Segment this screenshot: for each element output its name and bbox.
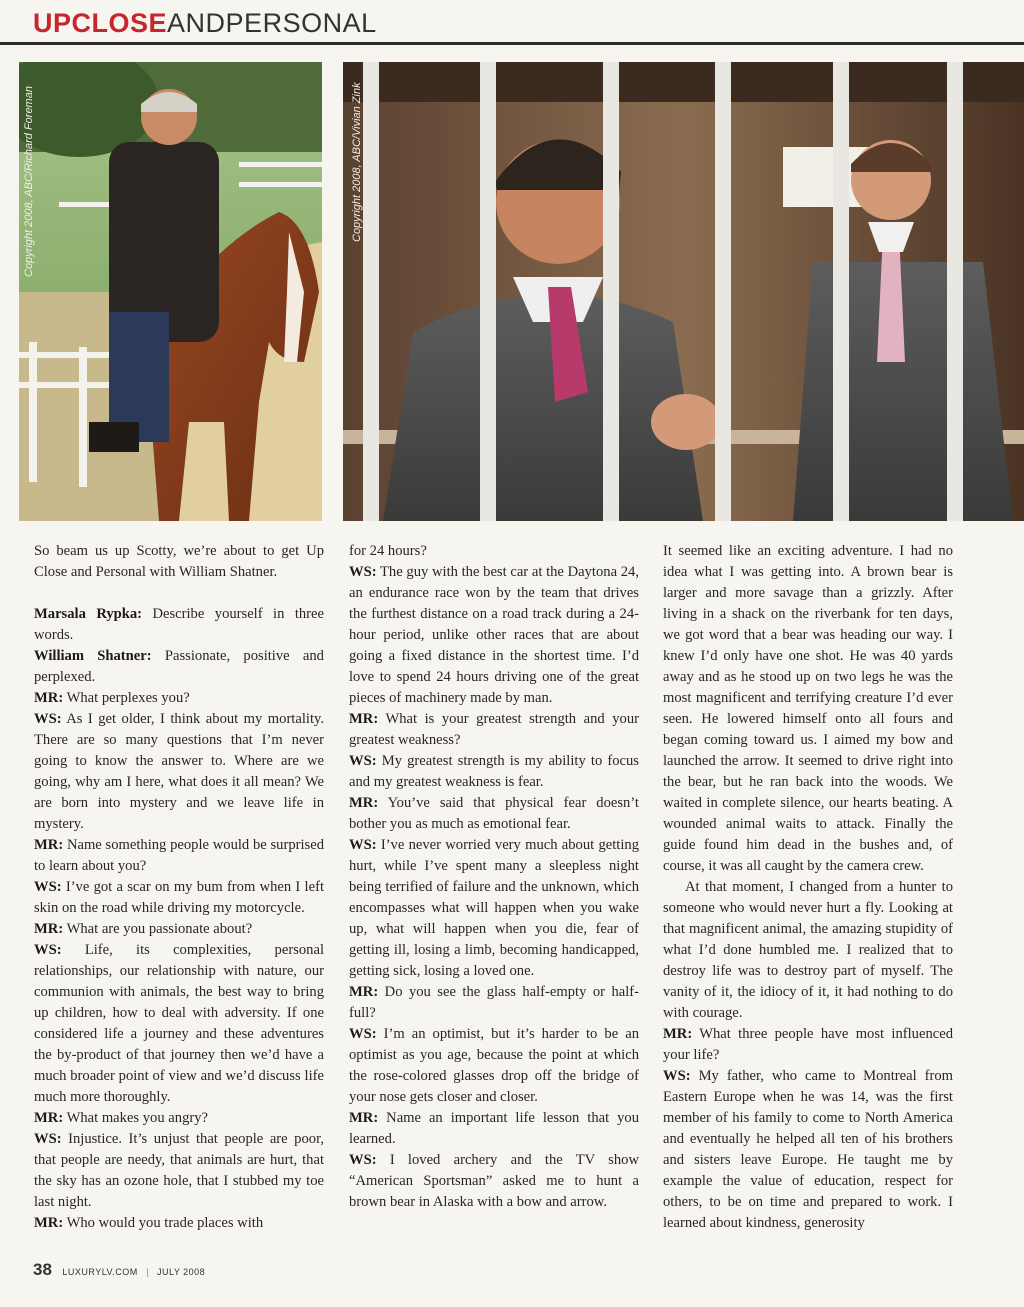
qa-paragraph [349,1108,639,1150]
speaker-label: WS: [34,711,62,727]
qa-paragraph [34,604,324,646]
paragraph-text: What are you passionate about? [63,921,253,937]
paragraph-text: My father, who came to Montreal from Eastern Europe when he was 14, was the first member of his family to come to North America and eventually he helped all ten of his brothers and sisters leave Europe. He taught me by example the value of education, respect for others, to be on time and prepared to work. I learned about kindness, generosity [663,1068,953,1231]
paragraph-text: Describe yourself in three words. [34,606,324,643]
speaker-label: MR: [34,921,64,937]
footer-date: JULY 2008 [156,1267,206,1277]
speaker-label: MR: [34,1215,64,1231]
speaker-label: MR: [349,711,379,727]
speaker-label: WS: [34,942,62,958]
speaker-label: WS: [349,1026,377,1042]
qa-paragraph [349,793,639,835]
paragraph-text: Injustice. It’s unjust that people are poor, that people are needy, that animals are hurt, that the sky has an ozone hole, that I stubbed my toe last night. [34,1131,324,1210]
speaker-label: Marsala Rypka: [34,606,143,622]
paragraph-text: What three people have most influenced your life? [663,1026,953,1063]
footer-site: LUXURYLV.COM [62,1267,138,1277]
speaker-label: WS: [349,753,377,769]
qa-paragraph [349,709,639,751]
footer-separator: | [146,1267,149,1277]
photo-credit-right: Copyright 2008, ABC/Vivian Zink [351,82,363,242]
speaker-label: WS: [663,1068,691,1084]
header-upclose: UPCLOSE [33,8,168,38]
qa-paragraph [34,919,324,940]
speaker-label: MR: [349,795,379,811]
speaker-label: WS: [34,879,62,895]
qa-paragraph [349,982,639,1024]
qa-paragraph [34,1213,324,1234]
paragraph-text: It seemed like an exciting adventure. I had no idea what I was getting into. A brown bear is larger and more savage than a grizzly. After living in a shack on the riverbank for ten days, we got word that a bear was heading our way. I knew I’d only have one shot. He was 40 yards away and as he stood up on two legs he was the most magnificent and terrifying creature I’d ever seen. He lowered himself onto all fours and began coming toward us. I aimed my bow and launched the arrow. It seemed to drive right into the bear, but he ran back into the woods. We waited in complete silence, our hearts beating. A wounded animal waits to attack. Finally the guide found him dead in the bushes and, of course, it was all caught by the camera crew. [663,543,953,874]
speaker-label: MR: [34,837,64,853]
paragraph-text: I’ve got a scar on my bum from when I left skin on the road while driving my motorcycle. [34,879,324,916]
qa-paragraph [349,562,639,709]
qa-paragraph [349,835,639,982]
photo-horse-rider [19,62,322,521]
paragraph-text: Passionate, positive and perplexed. [34,648,324,685]
qa-paragraph [349,1024,639,1108]
speaker-label: MR: [349,1110,379,1126]
qa-paragraph [34,709,324,835]
photo-credit-left: Copyright 2008, ABC/Richard Foreman [23,86,35,277]
qa-paragraph [349,541,639,562]
photo-jail-scene [343,62,1024,521]
paragraph-text: I loved archery and the TV show “American Sportsman” asked me to hunt a brown bear in Alaska with a bow and arrow. [349,1152,639,1210]
qa-paragraph [34,1129,324,1213]
qa-paragraph [34,646,324,688]
paragraph-text: What perplexes you? [63,690,190,706]
paragraph-text: You’ve said that physical fear doesn’t bother you as much as emotional fear. [349,795,639,832]
speaker-label: MR: [663,1026,693,1042]
qa-paragraph [349,751,639,793]
speaker-label: WS: [349,564,377,580]
speaker-label: WS: [349,1152,377,1168]
qa-paragraph [34,940,324,1108]
qa-paragraph [663,541,953,877]
speaker-label: MR: [34,690,64,706]
paragraph-text: My greatest strength is my ability to focus and my greatest weakness is fear. [349,753,639,790]
paragraph-text: What is your greatest strength and your greatest weakness? [349,711,639,748]
qa-paragraph [663,877,953,1024]
page-footer [33,1260,205,1284]
paragraph-text: Life, its complexities, personal relationships, our relationship with nature, our communion with animals, the best way to bring up children, how to deal with adversity. If one considered life a journey and these adventures the by-product of that journey then we’d have a much broader point of view and we’d discuss life much more thoroughly. [34,942,324,1105]
paragraph-text: At that moment, I changed from a hunter to someone who would never hurt a fly. Looking at that magnificent animal, the amazing stupidity of what I’d done humbled me. I realized that to destroy life was to destroy part of myself. The vanity of it, the idiocy of it, it had nothing to do with courage. [663,879,953,1021]
paragraph-text: The guy with the best car at the Daytona 24, an endurance race won by the team that drives the furthest distance on a road track during a 24-hour period, unlike other races that are about going a fixed distance in the shortest time. I’d love to spend 24 hours driving one of the great pieces of machinery made by man. [349,564,639,706]
article-column-2 [349,541,639,1213]
paragraph-text: Name something people would be surprised to learn about you? [34,837,324,874]
qa-paragraph [663,1024,953,1066]
qa-paragraph [34,877,324,919]
paragraph-text: I’ve never worried very much about getting hurt, while I’ve spent many a sleepless night being terrified of failure and the unknown, which encompasses what will happen when you wake up, what will happen when you die, fear of getting ill, losing a limb, becoming handicapped, getting sick, losing a loved one. [349,837,639,979]
qa-paragraph [34,1108,324,1129]
speaker-label: WS: [34,1131,62,1147]
paragraph-text: Name an important life lesson that you learned. [349,1110,639,1147]
intro-paragraph: So beam us up Scotty, we’re about to get Up Close and Personal with William Shatner. [34,543,324,580]
page-number: 38 [33,1260,52,1279]
section-header [33,8,377,38]
header-and: AND [167,8,226,38]
paragraph-text: Who would you trade places with [63,1215,264,1231]
paragraph-text: for 24 hours? [349,543,427,559]
paragraph-text: I’m an optimist, but it’s harder to be an optimist as you age, because the point at which the rose-colored glasses drop off the bridge of your nose gets closer and closer. [349,1026,639,1105]
paragraph-text: As I get older, I think about my mortality. There are so many questions that I’m never going to know the answer to. Where are we going, why am I here, what does it all mean? We are born into mystery and we leave life in mystery. [34,711,324,832]
speaker-label: MR: [34,1110,64,1126]
paragraph-text: Do you see the glass half-empty or half-full? [349,984,639,1021]
speaker-label: William Shatner: [34,648,152,664]
speaker-label: WS: [349,837,377,853]
paragraph-text: What makes you angry? [63,1110,208,1126]
header-rule [0,42,1024,45]
article-column-1 [34,541,324,1234]
qa-paragraph [349,1150,639,1213]
qa-paragraph [34,835,324,877]
qa-paragraph [663,1066,953,1234]
speaker-label: MR: [349,984,379,1000]
article-column-3 [663,541,953,1234]
qa-paragraph [34,688,324,709]
header-personal: PERSONAL [225,8,377,38]
